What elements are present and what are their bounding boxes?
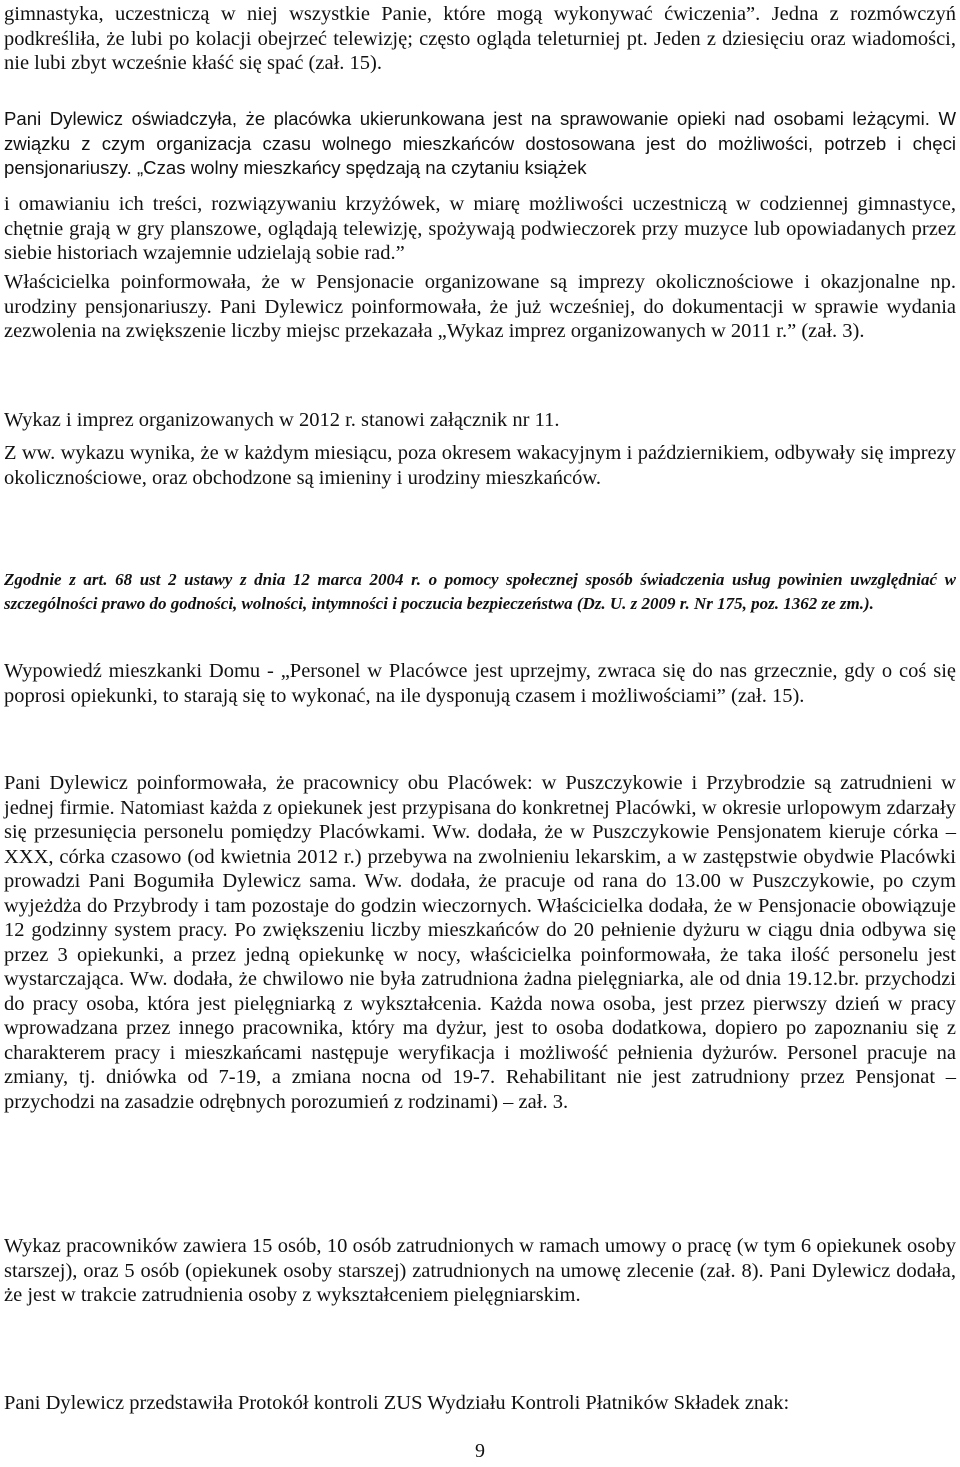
paragraph-events-summary: Z ww. wykazu wynika, że w każdym miesiącu, poza okresem wakacyjnym i październikiem, odbywały się imprezy okolicznościowe, oraz obchodzone są imieniny i urodziny mieszkańców.: [4, 442, 956, 489]
legal-basis-note: Zgodnie z art. 68 ust 2 ustawy z dnia 12 marca 2004 r. o pomocy społecznej sposób świadczenia usług powinien uwzględniać w szczególności prawo do godności, wolności, intymności i poczucia bezpieczeństwa (Dz. U. z 2009 r. Nr 175, poz. 1362 ze zm.).: [4, 570, 956, 613]
paragraph-free-time: i omawianiu ich treści, rozwiązywaniu krzyżówek, w miarę możliwości uczestniczą w codziennej gimnastyce, chętnie grają w gry planszowe, oglądają telewizję, spożywają podwieczorek przy muzyce lub opowiadanych przez siebie historiach wzajemnie udzielają sobie rad.”: [4, 193, 956, 264]
paragraph-events: Właścicielka poinformowała, że w Pensjonacie organizowane są imprezy okolicznościowe i okazjonalne np. urodziny pensjonariuszy. Pani Dylewicz poinformowała, że już wcześniej, do dokumentacji w sprawie wydania zezwolenia na zwiększenie liczby miejsc przekazała „Wykaz imprez organizowanych w 2011 r.” (zał. 3).: [4, 271, 956, 342]
paragraph-gymnastics: gimnastyka, uczestniczą w niej wszystkie Panie, które mogą wykonywać ćwiczenia”. Jedna z rozmówczyń podkreśliła, że lubi po kolacji obejrzeć telewizję; często ogląda teleturniej pt. Jeden z dziesięciu oraz wiadomości, nie lubi zbyt wcześnie kłaść się spać (zał. 15).: [4, 3, 956, 74]
paragraph-attachment-11: Wykaz i imprez organizowanych w 2012 r. stanowi załącznik nr 11.: [4, 409, 560, 431]
paragraph-facility-focus: Pani Dylewicz oświadczyła, że placówka ukierunkowana jest na sprawowanie opieki nad osobami leżącymi. W związku z czym organizacja czasu wolnego mieszkańców dostosowana jest do możliwości, potrzeb i chęci pensjonariuszy. „Czas wolny mieszkańcy spędzają na czytaniu książek: [4, 108, 956, 178]
page-number: 9: [475, 1440, 485, 1462]
paragraph-resident-statement: Wypowiedź mieszkanki Domu - „Personel w Placówce jest uprzejmy, zwraca się do nas grzecznie, gdy o coś się poprosi opiekunki, to starają się to wykonać, na ile dysponują czasem i możliwościami” (zał. 15).: [4, 660, 956, 707]
paragraph-staff-list: Wykaz pracowników zawiera 15 osób, 10 osób zatrudnionych w ramach umowy o pracę (w tym 6 opiekunek osoby starszej), oraz 5 osób (opiekunek osoby starszej) zatrudnionych na umowę zlecenie (zał. 8). Pani Dylewicz dodała, że jest w trakcie zatrudnienia osoby z wykształceniem pielęgniarskim.: [4, 1235, 956, 1306]
paragraph-zus-protocol: Pani Dylewicz przedstawiła Protokół kontroli ZUS Wydziału Kontroli Płatników Składek znak:: [4, 1392, 790, 1414]
paragraph-staff-organization: Pani Dylewicz poinformowała, że pracownicy obu Placówek: w Puszczykowie i Przybrodzie są zatrudnieni w jednej firmie. Natomiast każda z opiekunek jest przypisana do konkretnej Placówki, w okresie urlopowym zdarzały się przesunięcia personelu pomiędzy Placówkami. Ww. dodała, że w Puszczykowie Pensjonatem kieruje córka – XXX, córka czasowo (od kwietnia 2012 r.) przebywa na zwolnieniu lekarskim, a w zastępstwie obydwie Placówki prowadzi Pani Bogumiła Dylewicz sama. Ww. dodała, że pracuje od rana do 13.00 w Puszczykowie, po czym wyjeżdża do Przybrody i tam pozostaje do godzin wieczornych. Właścicielka dodała, że w Pensjonacie obowiązuje 12 godzinny system pracy. Po zwiększeniu liczby mieszkańców do 20 pełnienie dyżuru w ciągu dnia odbywa się przez 3 opiekunki, a przez jedną opiekunkę w nocy, właścicielka poinformowała, że taka ilość personelu jest wystarczająca. Ww. dodała, że chwilowo nie była zatrudniona żadna pielęgniarka, ale od dnia 19.12.br. przychodzi do pracy osoba, która jest pielęgniarką z wykształcenia. Każda nowa osoba, jest przez pierwszy dzień w pracy wprowadzana przez innego pracownika, który ma dyżur, jest to osoba dodatkowa, dopiero po zapoznaniu się z charakterem pracy i mieszkańcami następuje weryfikacja i możliwość pełnienia dyżurów. Personel pracuje na zmiany, tj. dniówka od 7-19, a zmiana nocna od 19-7. Rehabilitant nie jest zatrudniony przez Pensjonat – przychodzi na zasadzie odrębnych porozumień z rodzinami) – zał. 3.: [4, 772, 956, 1113]
